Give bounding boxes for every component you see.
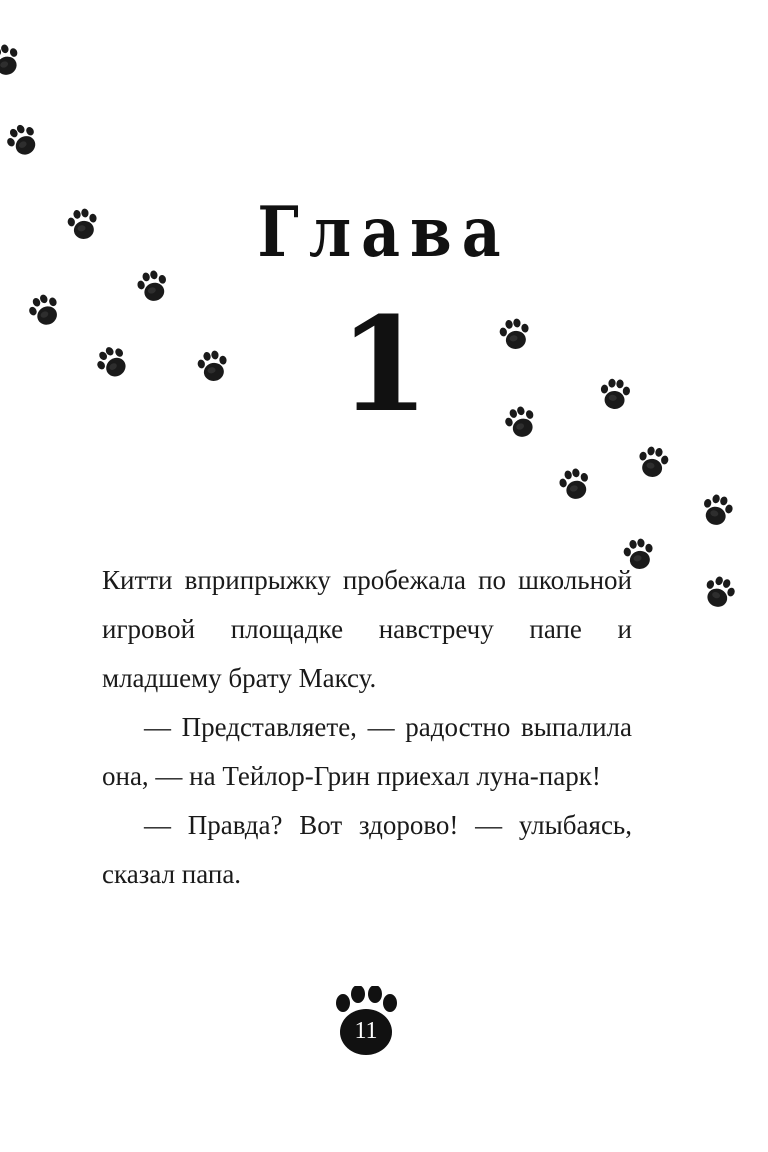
chapter-label: Глава (257, 192, 511, 274)
page-number-badge (331, 986, 401, 1058)
paw-print-icon (696, 490, 738, 532)
body-text (102, 556, 632, 899)
paw-print-icon (697, 571, 741, 615)
chapter-number: 1 (338, 288, 430, 441)
page-number: 11 (354, 1018, 378, 1044)
paw-print-icon (0, 118, 46, 164)
paw-print-icon (0, 39, 27, 83)
paragraph: Китти вприпрыжку пробежала по школьной игровой площадке навстречу папе и младшему брату Максу. (102, 565, 632, 693)
paragraph: — Представляете, — радостно выпалила она, — на Тейлор-Грин приехал луна-парк! (102, 712, 632, 791)
paw-print-icon (554, 464, 596, 506)
paragraph: — Правда? Вот здорово! — улыбаясь, сказал папа. (102, 810, 632, 889)
paw-print-icon (633, 443, 672, 482)
